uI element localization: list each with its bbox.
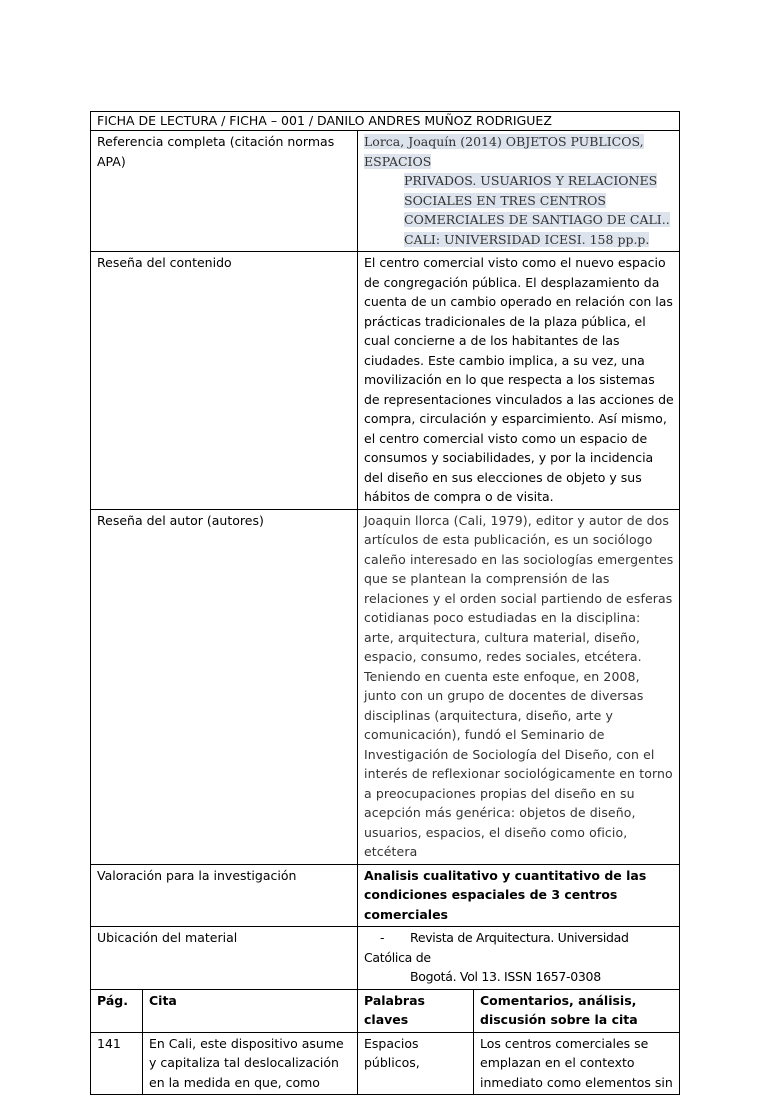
quote-keywords: Espacios públicos, (358, 1032, 474, 1095)
author-review-text: Joaquin llorca (Cali, 1979), editor y autor de dos artículos de esta publicación, es un sociólogo caleño interesado en las sociologías emergentes que se plantean la comprensión de las relaciones y el orden social partiendo de esferas cotidianas poco estudiadas en la disciplina: arte, arquitectura, cultura material, diseño, espacio, consumo, redes sociales, etcétera. Teniendo en cuenta este enfoque, en 2008, junto con un grupo de docentes de diversas disciplinas (arquitectura, diseño, arte y comunicación), fundó el Seminario de Investigación de Sociología del Diseño, con el interés de reflexionar sociológicamente en torno a preocupaciones propias del diseño en su acepción más genérica: objetos de diseño, usuarios, espacios, el diseño como oficio, etcétera (358, 509, 680, 864)
author-review-row (91, 509, 680, 864)
reference-line-5: CALI: UNIVERSIDAD ICESI. 158 pp.p. (404, 231, 650, 247)
location-line-2: Bogotá. Vol 13. ISSN 1657-0308 (410, 969, 601, 984)
quote-row (91, 1032, 680, 1095)
reference-line-3: SOCIALES EN TRES CENTROS (404, 192, 606, 208)
quote-page: 141 (91, 1032, 143, 1095)
reference-line-1: Lorca, Joaquín (2014) OBJETOS PUBLICOS, ESPACIOS (364, 134, 644, 169)
location-value (358, 927, 680, 990)
reference-value (358, 131, 680, 252)
reference-label: Referencia completa (citación normas APA) (91, 131, 358, 252)
header-pag: Pág. (91, 989, 143, 1032)
header-palabras: Palabras claves (358, 989, 474, 1032)
quote-text: En Cali, este dispositivo asume y capitaliza tal deslocalización en la medida en que, como (143, 1032, 358, 1095)
card-title: FICHA DE LECTURA / FICHA – 001 / DANILO ANDRES MUÑOZ RODRIGUEZ (91, 112, 680, 131)
title-row (91, 112, 680, 131)
reference-row (91, 131, 680, 252)
location-row (91, 927, 680, 990)
reading-card-table (90, 111, 680, 1095)
valuation-text: Analisis cualitativo y cuantitativo de las condiciones espaciales de 3 centros comerciales (358, 864, 680, 927)
valuation-label: Valoración para la investigación (91, 864, 358, 927)
location-line-1: Revista de Arquitectura. Universidad Católica de (364, 930, 629, 965)
content-review-label: Reseña del contenido (91, 252, 358, 510)
header-comentarios: Comentarios, análisis, discusión sobre la cita (474, 989, 680, 1032)
reference-line-2: PRIVADOS. USUARIOS Y RELACIONES (404, 173, 658, 188)
content-review-row (91, 252, 680, 510)
valuation-row (91, 864, 680, 927)
reference-line-4: COMERCIALES DE SANTIAGO DE CALI.. (404, 212, 670, 227)
location-label: Ubicación del material (91, 927, 358, 990)
author-review-label: Reseña del autor (autores) (91, 509, 358, 864)
content-review-text: El centro comercial visto como el nuevo espacio de congregación pública. El desplazamiento da cuenta de un cambio operado en relación con las prácticas tradicionales de la plaza pública, el cual concierne a de los habitantes de las ciudades. Este cambio implica, a su vez, una movilización en lo que respecta a los sistemas de representaciones vinculados a las acciones de compra, circulación y esparcimiento. Así mismo, el centro comercial visto como un espacio de consumos y sociabilidades, y por la incidencia del diseño en sus elecciones de objeto y sus hábitos de compra o de visita. (358, 252, 680, 510)
header-cita: Cita (143, 989, 358, 1032)
list-dash: - (380, 930, 385, 945)
quote-header-row (91, 989, 680, 1032)
quote-comments: Los centros comerciales se emplazan en el contexto inmediato como elementos sin (474, 1032, 680, 1095)
